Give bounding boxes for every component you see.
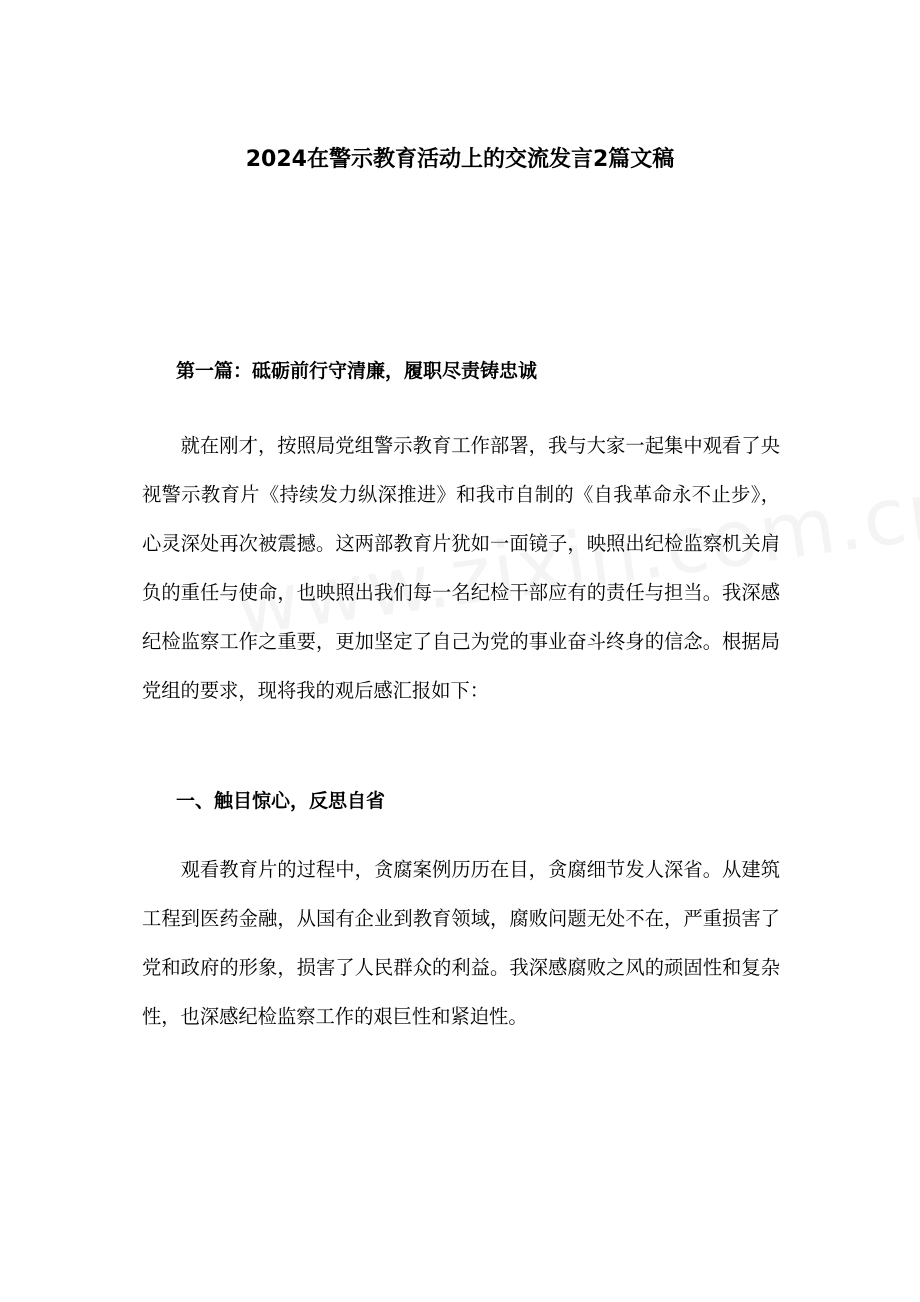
document-title: 2024在警示教育活动上的交流发言2篇文稿: [245, 147, 675, 172]
paragraph-1: 就在刚才，按照局党组警示教育工作部署，我与大家一起集中观看了央视警示教育片《持续发力纵深推进》和我市自制的《自我革命永不止步》，心灵深处再次被震撼。这两部教育片犹如一面镜子，映照出纪检监察机关肩负的重任与使命，也映照出我们每一名纪检干部应有的责任与担当。我深感纪检监察工作之重要，更加坚定了自己为党的事业奋斗终身的信念。根据局党组的要求，现将我的观后感汇报如下：: [142, 434, 780, 702]
section-heading: 一、触目惊心，反思自省: [176, 790, 386, 812]
paragraph-2: 观看教育片的过程中，贪腐案例历历在目，贪腐细节发人深省。从建筑工程到医药金融，从国有企业到教育领域，腐败问题无处不在，严重损害了党和政府的形象，损害了人民群众的利益。我深感腐败之风的顽固性和复杂性，也深感纪检监察工作的艰巨性和紧迫性。: [142, 858, 780, 1028]
chapter-heading: 第一篇：砥砺前行守清廉，履职尽责铸忠诚: [176, 360, 538, 382]
